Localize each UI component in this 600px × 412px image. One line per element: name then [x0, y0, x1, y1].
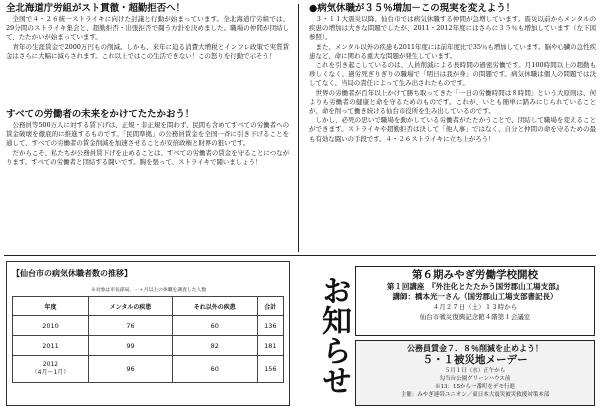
notice-date: ５月１日（水）正午から — [444, 368, 506, 374]
article-heading: 全北海道庁労組がスト貫徹・超勤拒否へ！ — [6, 3, 185, 14]
year-period: （4月～1月） — [31, 369, 70, 376]
article-paragraph: また、メンタル以外の疾患も2011年度には前年度比で35％も増加しています。脳や心臓の急性疾患など、命に関わる重大な問題が発生しています。 — [309, 42, 596, 60]
article-heading: ●病気休職が３５％増加－この現実を変えよう！ — [309, 3, 516, 14]
table-header: それ以外の疾患 — [173, 297, 258, 316]
notice-organizer: 主催：みやぎ連帯ユニオン／東日本大震災被災救援対策本部 — [400, 392, 550, 398]
notice-side-title: お知らせ — [316, 275, 351, 395]
article-future-workers — [6, 109, 289, 167]
sick-leave-table-box — [6, 261, 290, 406]
notice-title: 公務員賃金７．８％削減を止めよう！ — [407, 344, 543, 353]
notice-venue: 仙台市戦災復興記念館４階第１会議室 — [419, 313, 531, 321]
section-divider — [4, 255, 596, 256]
table-row — [13, 356, 284, 383]
notice-event: ５・１被災地メーデー — [422, 354, 528, 366]
table-header: メンタルの疾患 — [88, 297, 172, 316]
table-note: ※対象は市長部局、一ヶ月以上の休職を調査した人数 — [91, 288, 207, 293]
year-cell: 2011 — [13, 336, 89, 356]
mental-cell: 99 — [88, 336, 172, 356]
mental-cell: 96 — [88, 356, 172, 383]
other-cell: 60 — [173, 316, 258, 336]
other-cell: 82 — [173, 336, 258, 356]
table-header: 合計 — [257, 297, 283, 316]
article-paragraph: だからこそ、私たちが公務員賃下げを止めることは、すべての労働者の賃金を守ることにつながります。すべての労働者と団結する闘いです。胸を張って、ストライキで闘いましょう！ — [6, 148, 289, 166]
table-header: 年度 — [13, 297, 89, 316]
mental-cell: 76 — [88, 316, 172, 336]
article-paragraph: 青年の生涯賃金で2000万円もの削減。しかも、来年に迫る消費大増税とインフレ政策で実質賃金はさらに大幅に減らされます。これ以上ではこの生活できない！この怒りを行動で示そう！ — [6, 42, 289, 60]
article-sick-leave — [309, 3, 596, 144]
total-cell: 136 — [257, 316, 283, 336]
article-paragraph: 世界の労働者が百年以上かけて勝ち取ってきた「一日の労働時間は８時間」という大原則は、何よりも労働者の健康と命を守るためのものです。これが、いとも簡単に踏みにじられていることが、命を削って働き続ける仙台市役所を生み出しているのです。 — [309, 88, 596, 116]
article-paragraph: 公務員等500万人に対する賃下げは、正規・非正規を問わず、民間も含めてすべての労働者への賃金破壊を徹底的に推進するものです。「民間準拠」の公務員賃金を全国一斉に引き下げることを通して、すべての労働者の賃金削減を加速させることが安倍政権と財界の狙いです。 — [6, 121, 289, 148]
article-strike-hokkaido — [6, 3, 289, 61]
notice-title: 第６期みやぎ労働学校開校 — [412, 269, 538, 281]
column-divider — [298, 4, 299, 252]
total-cell: 181 — [257, 336, 283, 356]
article-paragraph: これを引き起こしているのは、人員削減による長時間の過密労働です。月100時間以上の超勤も珍しくなく、過労死ぎりぎりの職場で「明日は我が身」の問題です。病気休職は個人の問題では決してなく、当局の責任によって生み出されたものです。 — [309, 61, 596, 88]
total-cell: 156 — [257, 356, 283, 383]
notice-lecturer: 講師：橋本光一さん（国労郡山工場支部書記長） — [392, 292, 558, 301]
year-value: 2012 — [42, 361, 59, 368]
notice-venue: 勾当台公園グリーンハウス前 — [439, 376, 511, 382]
table-title: 【仙台市の病気休職者数の推移】 — [12, 269, 132, 278]
notice-note: ※13：15から一番町をデモ行進 — [435, 384, 515, 390]
table-row — [13, 336, 284, 356]
notice-labor-school — [355, 266, 595, 336]
year-cell — [13, 356, 89, 383]
notice-date: ４月２７日（土）１３時から — [432, 303, 518, 311]
other-cell: 60 — [173, 356, 258, 383]
article-paragraph: ３・１１大震災以降、仙台市では病気休職する仲間が急増しています。震災以前からメンタルの疾患の増加は大きな問題でしたが、2011・2012年度にはさらに３５％も増加しています（左下図参照）。 — [309, 15, 596, 42]
article-paragraph: しかし、必死の思いで職場を動かしている労働者がたたかうことで、団結して職場を変えることができます。ストライキや超勤拒否は決して「他人事」ではなく、自分と仲間の命を守るための最も有効な闘いの手段です。４・２６ストライキに立ち上がろう！ — [309, 116, 596, 143]
table-row — [13, 316, 284, 336]
article-heading: すべての労働者の未来をかけてたたかおう！ — [6, 109, 195, 120]
notice-subtitle: 第１回講座 『外注化とたたかう国労郡山工場支部』 — [386, 282, 564, 291]
table-header-row — [13, 297, 284, 316]
notice-mayday — [355, 340, 595, 406]
sick-leave-table — [12, 296, 284, 383]
year-cell: 2010 — [13, 316, 89, 336]
article-paragraph: 全国で４・２６統一ストライキに向けた討議と行動が始まっています。全北海道庁労組では、29分間のストライキ集会と、超勤拒否・出張拒否で闘う方針を決めました。職場の仲間が団結して、たたかいが始まっています。 — [6, 15, 289, 42]
